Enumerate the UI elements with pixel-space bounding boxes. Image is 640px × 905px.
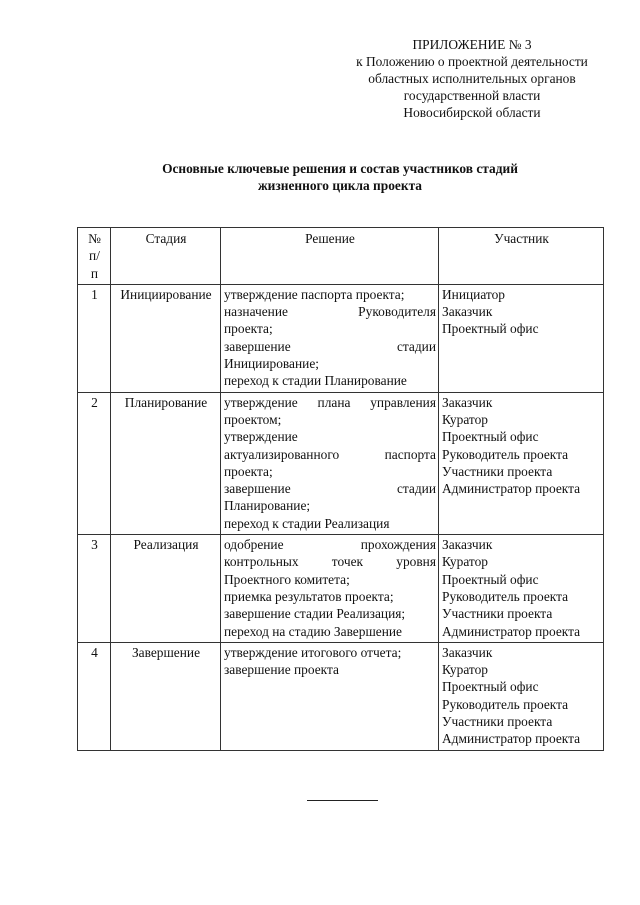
appendix-line: государственной власти: [403, 88, 541, 103]
decision-line: утверждение итогового отчета;: [224, 644, 402, 660]
row-decision: [221, 392, 439, 534]
header-participant: Участник: [439, 228, 604, 285]
decision-line: Планирование;: [224, 498, 311, 514]
appendix-line: к Положению о проектной деятельности: [356, 54, 588, 69]
participant: Проектный офис: [442, 679, 539, 695]
header-num-line: п: [90, 265, 99, 281]
decision-line: завершение стадии Реализация;: [224, 606, 406, 622]
participant: Участники проекта: [442, 463, 553, 479]
row-stage: Планирование: [111, 392, 221, 534]
table-row: [78, 392, 604, 534]
decision-line: Проектного комитета;: [224, 571, 350, 587]
decision-line: Инициирование;: [224, 356, 319, 372]
participant: Руководитель проекта: [442, 696, 569, 712]
decision-line: завершение проекта: [224, 662, 339, 678]
table-row: [78, 535, 604, 643]
participant: Проектный офис: [442, 321, 539, 337]
participant: Заказчик: [442, 394, 493, 410]
row-stage: Инициирование: [111, 284, 221, 392]
participant: Администратор проекта: [442, 731, 581, 747]
header-num-line: п/: [89, 248, 100, 264]
title-line: жизненного цикла проекта: [257, 178, 423, 193]
participant: Заказчик: [442, 537, 493, 553]
row-num: 4: [78, 642, 111, 750]
table-header-row: [78, 228, 604, 285]
participant: Проектный офис: [442, 429, 539, 445]
decision-line: переход к стадии Реализация: [224, 515, 390, 531]
participant: Куратор: [442, 411, 488, 427]
decision-line: завершение стадии: [224, 338, 436, 354]
participant: Инициатор: [442, 286, 505, 302]
appendix-line: Новосибирской области: [403, 105, 541, 120]
document-title: [60, 160, 620, 194]
appendix-line: областных исполнительных органов: [368, 71, 576, 86]
decision-line: приемка результатов проекта;: [224, 588, 394, 604]
table-row: [78, 642, 604, 750]
header-stage: Стадия: [111, 228, 221, 285]
decision-line: утверждение: [224, 429, 298, 445]
title-line: Основные ключевые решения и состав участников стадий: [162, 161, 518, 176]
participant: Куратор: [442, 554, 488, 570]
row-decision: [221, 642, 439, 750]
row-num: 3: [78, 535, 111, 643]
row-participants: [439, 392, 604, 534]
participant: Администратор проекта: [442, 623, 581, 639]
decision-line: утверждение плана управления: [224, 394, 436, 410]
header-num: [78, 228, 111, 285]
participant: Участники проекта: [442, 714, 553, 730]
appendix-line: ПРИЛОЖЕНИЕ № 3: [412, 37, 532, 52]
decision-line: одобрение прохождения: [224, 537, 436, 553]
decision-line: переход к стадии Планирование: [224, 373, 407, 389]
row-participants: [439, 284, 604, 392]
row-decision: [221, 284, 439, 392]
decision-line: проекта;: [224, 463, 273, 479]
header-num-line: №: [88, 231, 101, 246]
closing-divider: [307, 800, 378, 801]
decision-line: контрольных точек уровня: [224, 554, 436, 570]
row-stage: Завершение: [111, 642, 221, 750]
decision-line: переход на стадию Завершение: [224, 623, 402, 639]
header-decision: Решение: [221, 228, 439, 285]
participant: Заказчик: [442, 644, 493, 660]
row-participants: [439, 535, 604, 643]
decision-line: проектом;: [224, 411, 282, 427]
row-num: 2: [78, 392, 111, 534]
participant: Руководитель проекта: [442, 446, 569, 462]
decision-line: завершение стадии: [224, 481, 436, 497]
row-stage: Реализация: [111, 535, 221, 643]
table-row: [78, 284, 604, 392]
row-decision: [221, 535, 439, 643]
participant: Руководитель проекта: [442, 588, 569, 604]
participant: Куратор: [442, 662, 488, 678]
decision-line: проекта;: [224, 321, 273, 337]
row-num: 1: [78, 284, 111, 392]
stages-table: [77, 227, 604, 751]
decision-line: утверждение паспорта проекта;: [224, 286, 405, 302]
decision-line: актуализированного паспорта: [224, 446, 436, 462]
participant: Администратор проекта: [442, 481, 581, 497]
appendix-header: [300, 36, 640, 121]
participant: Участники проекта: [442, 606, 553, 622]
row-participants: [439, 642, 604, 750]
decision-line: назначение Руководителя: [224, 304, 436, 320]
participant: Проектный офис: [442, 571, 539, 587]
participant: Заказчик: [442, 304, 493, 320]
